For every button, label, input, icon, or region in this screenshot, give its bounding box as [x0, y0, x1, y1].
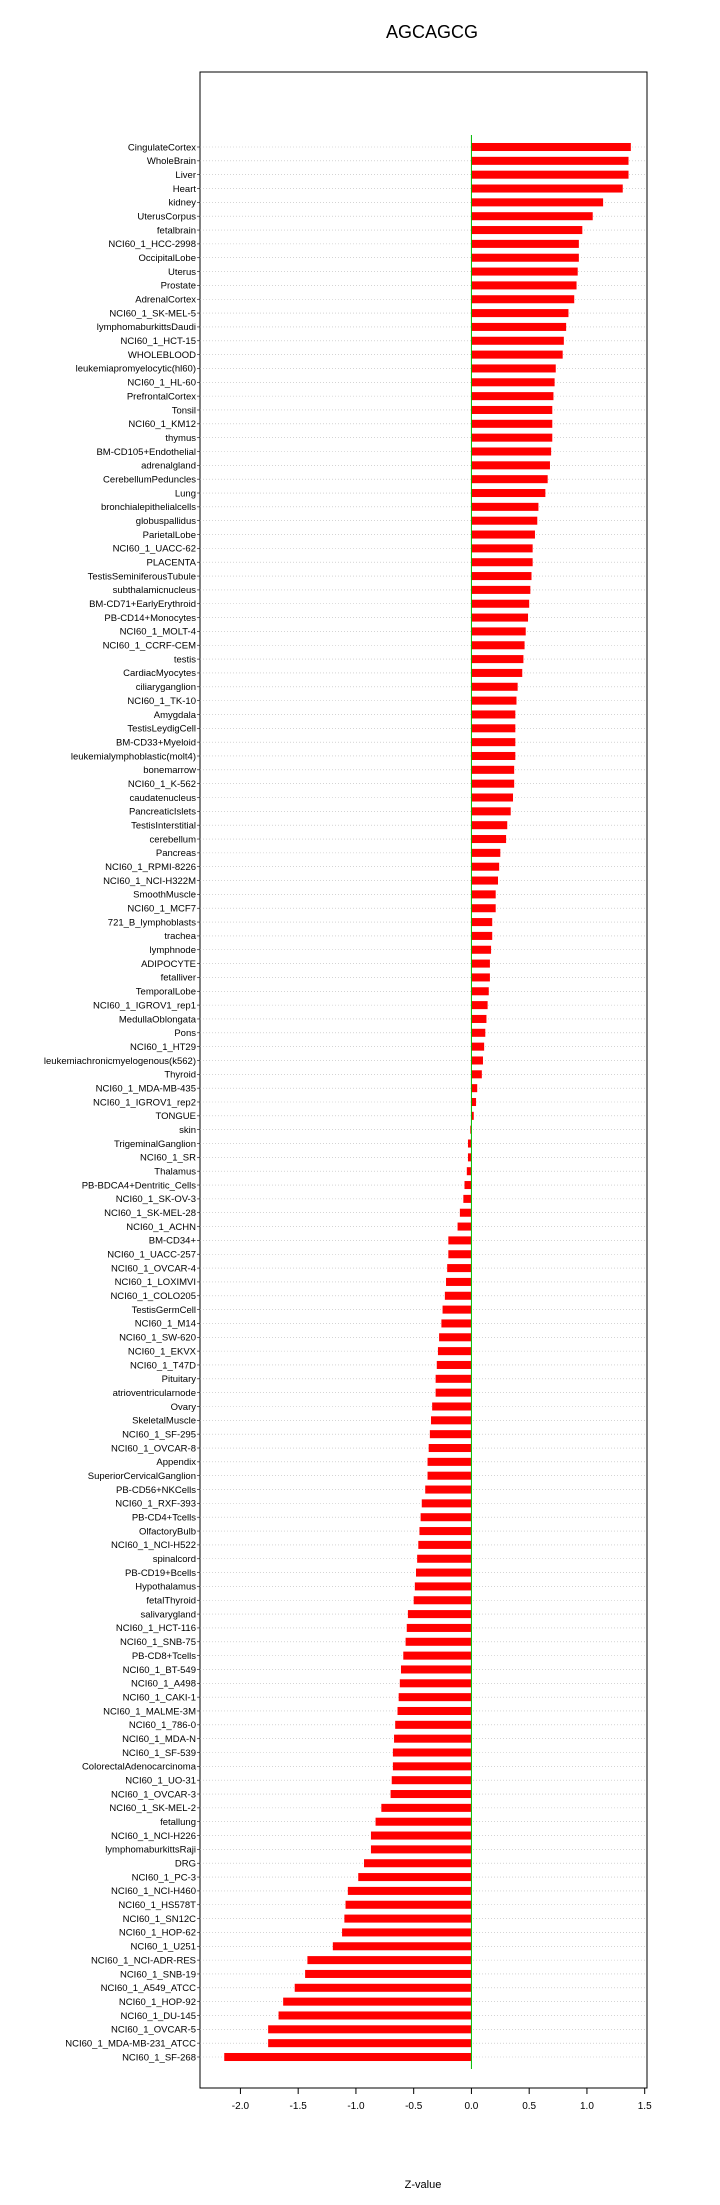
chart-title: AGCAGCG: [385, 22, 479, 42]
bar: [471, 835, 506, 843]
category-label: kidney: [168, 197, 196, 209]
bar: [408, 1610, 472, 1618]
category-label: Appendix: [156, 1457, 196, 1469]
category-label: NCI60_1_MOLT-4: [119, 626, 196, 638]
category-label: thymus: [165, 432, 196, 444]
bar: [471, 475, 547, 483]
bar: [358, 1873, 471, 1881]
category-label: NCI60_1_MDA-N: [122, 1733, 196, 1745]
x-tick-label: -2.0: [231, 2101, 250, 2112]
category-label: TestisSeminiferousTubule: [87, 571, 196, 583]
category-label: NCI60_1_HS578T: [118, 1900, 196, 1912]
bar: [471, 364, 555, 372]
bar: [376, 1818, 472, 1826]
category-label: NCI60_1_IGROV1_rep2: [93, 1097, 196, 1109]
category-label: UterusCorpus: [137, 211, 196, 223]
bar: [407, 1624, 472, 1632]
category-label: BM-CD33+Myeloid: [116, 737, 196, 749]
bar: [471, 489, 545, 497]
bar: [471, 849, 500, 857]
category-labels: [44, 142, 200, 2063]
category-label: Amygdala: [153, 709, 196, 721]
category-label: subthalamicnucleus: [112, 585, 196, 597]
bar: [448, 1250, 471, 1258]
category-label: ADIPOCYTE: [141, 958, 196, 970]
bar: [471, 932, 492, 940]
bar: [471, 323, 566, 331]
category-label: NCI60_1_HCC-2998: [108, 239, 196, 251]
bar: [471, 890, 495, 898]
category-label: trachea: [164, 931, 196, 943]
bar: [392, 1776, 472, 1784]
bar: [445, 1292, 472, 1300]
category-label: CingulateCortex: [127, 142, 196, 154]
bar: [471, 143, 630, 151]
bar: [406, 1638, 472, 1646]
bar: [471, 1043, 484, 1051]
bar: [471, 198, 603, 206]
bar: [415, 1582, 472, 1590]
category-label: spinalcord: [152, 1554, 196, 1566]
category-label: PB-CD8+Tcells: [131, 1650, 196, 1662]
bar: [471, 1098, 476, 1106]
bar: [471, 710, 515, 718]
bar: [268, 2025, 471, 2033]
category-label: NCI60_1_HL-60: [127, 377, 196, 389]
category-label: NCI60_1_LOXIMVI: [114, 1277, 196, 1289]
category-label: Pons: [174, 1028, 196, 1040]
bar: [428, 1458, 472, 1466]
bar: [468, 1153, 471, 1161]
bar: [471, 1001, 487, 1009]
bar: [471, 641, 524, 649]
bar: [430, 1430, 472, 1438]
bar: [471, 212, 592, 220]
bar: [400, 1679, 472, 1687]
category-label: NCI60_1_IGROV1_rep1: [93, 1000, 196, 1012]
category-label: leukemiachronicmyelogenous(k562): [43, 1055, 196, 1067]
category-label: fetalliver: [160, 972, 196, 984]
category-label: NCI60_1_NCI-H322M: [103, 875, 196, 887]
bar: [471, 627, 525, 635]
bar: [471, 1070, 481, 1078]
bar: [471, 531, 535, 539]
category-label: Pituitary: [161, 1374, 196, 1386]
bar: [371, 1845, 471, 1853]
bar: [224, 2053, 471, 2061]
bar: [471, 614, 528, 622]
bar: [364, 1859, 471, 1867]
category-label: PB-BDCA4+Dentritic_Cells: [81, 1180, 196, 1192]
bar: [471, 1015, 486, 1023]
category-label: NCI60_1_K-562: [127, 778, 196, 790]
bar: [439, 1333, 471, 1341]
category-label: SmoothMuscle: [133, 889, 196, 901]
bar: [416, 1569, 471, 1577]
category-label: BM-CD71+EarlyErythroid: [89, 599, 196, 611]
bar: [471, 268, 577, 276]
category-label: globuspallidus: [135, 515, 196, 527]
bar: [471, 351, 562, 359]
category-label: SkeletalMuscle: [132, 1415, 196, 1427]
bar: [460, 1209, 472, 1217]
bar: [471, 392, 553, 400]
category-label: NCI60_1_UACC-62: [112, 543, 196, 555]
bar: [429, 1444, 472, 1452]
category-label: PrefrontalCortex: [126, 391, 196, 403]
bar: [471, 863, 499, 871]
category-label: fetalbrain: [156, 225, 196, 237]
category-label: NCI60_1_NCI-H460: [110, 1886, 196, 1898]
bar: [414, 1596, 472, 1604]
category-label: NCI60_1_SF-539: [122, 1747, 196, 1759]
category-label: lymphnode: [149, 945, 196, 957]
bar: [307, 1956, 471, 1964]
category-label: ciliaryganglion: [135, 682, 196, 694]
category-label: PB-CD4+Tcells: [131, 1512, 196, 1524]
grid-lines: [200, 147, 647, 2057]
category-label: NCI60_1_786-0: [128, 1720, 196, 1732]
bar: [342, 1928, 471, 1936]
category-label: NCI60_1_HOP-92: [118, 1996, 196, 2008]
category-label: Liver: [175, 169, 196, 181]
bar: [333, 1942, 472, 1950]
bar: [471, 793, 513, 801]
category-label: NCI60_1_COLO205: [110, 1291, 196, 1303]
category-label: lymphomaburkittsRaji: [105, 1844, 196, 1856]
category-label: NCI60_1_BT-549: [122, 1664, 196, 1676]
x-tick-label: 1.5: [637, 2101, 652, 2112]
bar: [305, 1970, 471, 1978]
bar: [471, 434, 552, 442]
bar: [471, 807, 510, 815]
category-label: TrigeminalGanglion: [113, 1138, 196, 1150]
category-label: NCI60_1_NCI-H522: [110, 1540, 196, 1552]
bar: [471, 752, 515, 760]
category-label: MedullaOblongata: [118, 1014, 196, 1026]
category-label: NCI60_1_OVCAR-5: [110, 2024, 196, 2036]
x-tick-label: -0.5: [405, 2101, 423, 2112]
category-label: WholeBrain: [146, 156, 196, 168]
category-label: NCI60_1_SW-620: [119, 1332, 196, 1344]
category-label: PB-CD19+Bcells: [124, 1567, 196, 1579]
category-label: skin: [179, 1124, 196, 1136]
bar: [432, 1402, 471, 1410]
category-label: testis: [173, 654, 196, 666]
bar: [446, 1278, 471, 1286]
bar: [471, 420, 552, 428]
category-label: Tonsil: [171, 405, 196, 417]
category-label: AdrenalCortex: [135, 294, 196, 306]
bar: [471, 240, 578, 248]
bar: [471, 517, 537, 525]
bar: [471, 586, 530, 594]
bar: [471, 185, 622, 193]
category-label: ParietalLobe: [142, 529, 196, 541]
bar: [279, 2011, 472, 2019]
bar: [471, 973, 489, 981]
category-label: NCI60_1_SK-MEL-28: [104, 1208, 196, 1220]
category-label: NCI60_1_A498: [131, 1678, 196, 1690]
bar: [346, 1901, 472, 1909]
bar: [471, 918, 492, 926]
category-label: NCI60_1_UO-31: [125, 1775, 196, 1787]
category-label: Pancreas: [155, 848, 196, 860]
bar: [471, 724, 515, 732]
bar: [268, 2039, 471, 2047]
category-label: fetallung: [160, 1817, 196, 1829]
category-label: NCI60_1_SK-MEL-5: [109, 308, 196, 320]
bar: [468, 1140, 471, 1148]
bar: [428, 1472, 472, 1480]
bar: [471, 157, 628, 165]
category-label: TONGUE: [155, 1111, 196, 1123]
x-tick-label: -1.0: [347, 2101, 365, 2112]
bar: [417, 1555, 471, 1563]
bar: [471, 904, 495, 912]
bar: [295, 1984, 472, 1992]
bar: [471, 821, 507, 829]
category-label: NCI60_1_NCI-H226: [110, 1830, 196, 1842]
x-tick-label: 1.0: [579, 2101, 594, 2112]
category-label: Prostate: [160, 280, 196, 292]
bar: [436, 1375, 472, 1383]
category-label: NCI60_1_SK-OV-3: [115, 1194, 196, 1206]
bar: [471, 655, 523, 663]
category-label: BM-CD105+Endothelial: [96, 446, 196, 458]
category-label: WHOLEBLOOD: [127, 349, 196, 361]
category-label: CardiacMyocytes: [123, 668, 196, 680]
category-label: TestisInterstitial: [131, 820, 196, 832]
bar: [471, 254, 578, 262]
category-label: TemporalLobe: [135, 986, 196, 998]
category-label: NCI60_1_MDA-MB-435: [95, 1083, 196, 1095]
bar: [401, 1665, 471, 1673]
category-label: NCI60_1_CAKI-1: [122, 1692, 196, 1704]
bar: [471, 226, 582, 234]
bar: [471, 1029, 485, 1037]
category-label: NCI60_1_U251: [130, 1941, 196, 1953]
bar: [471, 406, 552, 414]
bar: [391, 1790, 472, 1798]
category-label: PLACENTA: [146, 557, 196, 569]
category-label: NCI60_1_OVCAR-8: [110, 1443, 196, 1455]
bar: [425, 1486, 471, 1494]
x-tick-label: -1.5: [289, 2101, 307, 2112]
bar: [471, 281, 576, 289]
bar: [394, 1735, 471, 1743]
category-label: NCI60_1_TK-10: [127, 695, 196, 707]
bar: [471, 447, 551, 455]
bar: [471, 738, 515, 746]
bar: [421, 1513, 472, 1521]
bar: [436, 1389, 472, 1397]
bar: [465, 1181, 472, 1189]
category-label: Heart: [172, 183, 196, 195]
bar: [393, 1762, 472, 1770]
bar: [467, 1167, 472, 1175]
bar: [471, 669, 522, 677]
bar: [471, 572, 531, 580]
category-label: NCI60_1_MALME-3M: [103, 1706, 196, 1718]
category-label: NCI60_1_NCI-ADR-RES: [90, 1955, 196, 1967]
bar: [471, 1084, 477, 1092]
bar: [471, 1056, 483, 1064]
category-label: Thalamus: [154, 1166, 196, 1178]
bar: [395, 1721, 471, 1729]
bar: [431, 1416, 471, 1424]
category-label: leukemiapromyelocytic(hl60): [75, 363, 196, 375]
x-tick-label: 0.0: [464, 2101, 479, 2112]
category-label: NCI60_1_HCT-116: [115, 1623, 196, 1635]
bar: [283, 1998, 471, 2006]
x-axis: [232, 2088, 652, 2112]
category-label: NCI60_1_PC-3: [131, 1872, 196, 1884]
category-label: adrenalgland: [141, 460, 196, 472]
category-label: NCI60_1_MCF7: [127, 903, 196, 915]
category-label: PB-CD14+Monocytes: [104, 612, 196, 624]
category-label: ColorectalAdenocarcinoma: [81, 1761, 196, 1773]
bar: [448, 1236, 471, 1244]
bar: [471, 600, 529, 608]
category-label: NCI60_1_MDA-MB-231_ATCC: [65, 2038, 196, 2050]
category-label: caudatenucleus: [129, 792, 196, 804]
category-label: cerebellum: [149, 834, 196, 846]
bar: [471, 558, 532, 566]
bar: [443, 1306, 472, 1314]
category-label: OlfactoryBulb: [138, 1526, 196, 1538]
bar: [418, 1541, 471, 1549]
category-label: NCI60_1_OVCAR-3: [110, 1789, 196, 1801]
category-label: Thyroid: [164, 1069, 196, 1081]
bar: [471, 378, 554, 386]
x-tick-label: 0.5: [522, 2101, 537, 2112]
category-label: NCI60_1_M14: [134, 1318, 196, 1330]
category-label: NCI60_1_ACHN: [126, 1221, 196, 1233]
category-label: NCI60_1_UACC-257: [107, 1249, 196, 1261]
bar: [471, 766, 514, 774]
category-label: salivarygland: [140, 1609, 196, 1621]
plot-frame: [200, 72, 647, 2088]
category-label: NCI60_1_KM12: [128, 419, 196, 431]
bar: [348, 1887, 472, 1895]
category-label: NCI60_1_OVCAR-4: [110, 1263, 196, 1275]
x-axis-label: Z-value: [404, 2179, 442, 2191]
bar: [398, 1707, 472, 1715]
bar: [458, 1223, 472, 1231]
bar: [471, 503, 538, 511]
category-label: NCI60_1_SNB-75: [119, 1637, 196, 1649]
category-label: NCI60_1_SN12C: [122, 1913, 196, 1925]
category-label: NCI60_1_A549_ATCC: [100, 1983, 196, 1995]
category-label: OccipitalLobe: [138, 253, 196, 265]
bar: [471, 877, 498, 885]
bar: [471, 780, 514, 788]
category-label: fetalThyroid: [146, 1595, 196, 1607]
bar: [471, 697, 516, 705]
category-label: Uterus: [168, 266, 196, 278]
category-label: NCI60_1_RXF-393: [115, 1498, 196, 1510]
bar: [471, 946, 491, 954]
bar: [422, 1499, 472, 1507]
bar: [437, 1361, 472, 1369]
category-label: NCI60_1_HCT-15: [120, 336, 196, 348]
bar: [471, 171, 628, 179]
category-label: leukemialymphoblastic(molt4): [70, 751, 196, 763]
bar: [471, 295, 574, 303]
bar: [471, 337, 563, 345]
bar: [471, 987, 488, 995]
bar: [371, 1832, 471, 1840]
category-label: bonemarrow: [143, 765, 196, 777]
category-label: 721_B_lymphoblasts: [107, 917, 196, 929]
category-label: TestisGermCell: [131, 1304, 196, 1316]
category-label: bronchialepithelialcells: [100, 502, 196, 514]
category-label: NCI60_1_HT29: [129, 1041, 196, 1053]
category-label: NCI60_1_SF-268: [122, 2052, 196, 2064]
category-label: atrioventricularnode: [112, 1387, 196, 1399]
category-label: NCI60_1_SNB-19: [119, 1969, 196, 1981]
bar: [463, 1195, 471, 1203]
bar: [471, 544, 532, 552]
category-label: PB-CD56+NKCells: [116, 1484, 196, 1496]
category-label: NCI60_1_RPMI-8226: [105, 862, 196, 874]
category-label: DRG: [174, 1858, 196, 1870]
bar: [471, 960, 489, 968]
category-label: NCI60_1_SF-295: [122, 1429, 196, 1441]
category-label: NCI60_1_SR: [140, 1152, 196, 1164]
category-label: BM-CD34+: [148, 1235, 196, 1247]
category-label: NCI60_1_HOP-62: [118, 1927, 196, 1939]
bar: [471, 683, 517, 691]
category-label: SuperiorCervicalGanglion: [87, 1470, 196, 1482]
bar: [399, 1693, 472, 1701]
bar: [447, 1264, 471, 1272]
category-label: NCI60_1_SK-MEL-2: [109, 1803, 196, 1815]
category-label: TestisLeydigCell: [127, 723, 196, 735]
category-label: NCI60_1_T47D: [129, 1360, 196, 1372]
category-label: NCI60_1_EKVX: [127, 1346, 196, 1358]
bar: [441, 1319, 471, 1327]
bar: [419, 1527, 471, 1535]
bar: [344, 1915, 471, 1923]
category-label: Ovary: [170, 1401, 196, 1413]
category-label: CerebellumPeduncles: [103, 474, 196, 486]
bar: [403, 1652, 471, 1660]
category-label: NCI60_1_CCRF-CEM: [102, 640, 196, 652]
category-label: Lung: [174, 488, 196, 500]
category-label: PancreaticIslets: [128, 806, 196, 818]
bar: [471, 461, 550, 469]
category-label: Hypothalamus: [135, 1581, 196, 1593]
bar: [438, 1347, 471, 1355]
bar: [471, 309, 568, 317]
category-label: NCI60_1_DU-145: [120, 2010, 196, 2022]
bar: [393, 1748, 472, 1756]
category-label: lymphomaburkittsDaudi: [96, 322, 196, 334]
bar: [381, 1804, 471, 1812]
